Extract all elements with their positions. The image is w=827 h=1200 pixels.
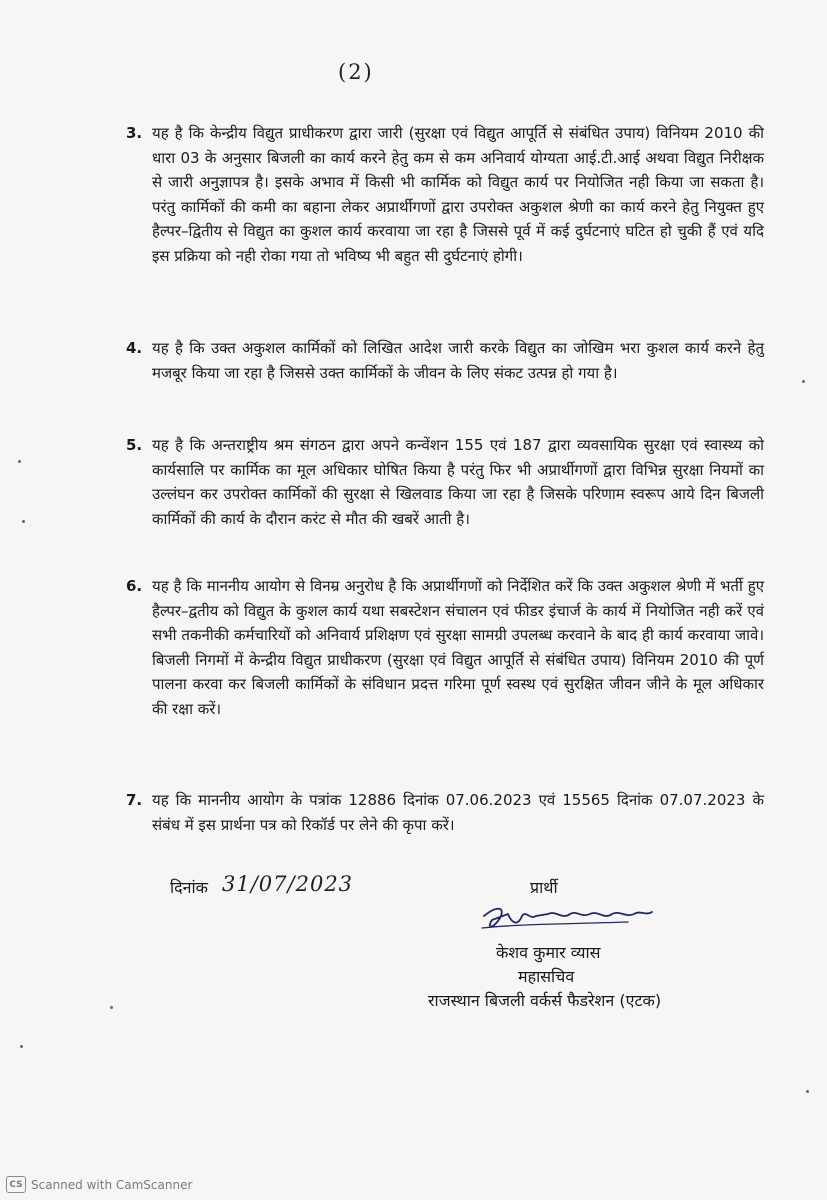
page-number: (2) xyxy=(338,60,374,84)
paragraph-text: यह है कि केन्द्रीय विद्युत प्राधीकरण द्वारा जारी (सुरक्षा एवं विद्युत आपूर्ति से संबंधित उपाय) विनियम 2010 की धारा 03 के अनुसार बिजली का कार्य करने हेतु कम से कम अनिवार्य योग्यता आई.टी.आई अथवा विद्युत निरीक्षक से जारी अनुज्ञापत्र है। इसके अभाव में किसी भी कार्मिक को विद्युत कार्य पर नियोजित नही किया जा सकता है। परंतु कार्मिकों की कमी का बहाना लेकर अप्रार्थीगणों द्वारा उपरोक्त अकुशल श्रेणी का कार्य करने हेतु नियुक्त हुए हैल्पर–द्वितीय से विद्युत का कुशल कार्य करवाया जा रहा है जिससे पूर्व में कई दुर्घटनाएं घटित हो चुकी हैं एवं यदि इस प्रक्रिया को नही रोका गया तो भविष्य भी बहुत सी दुर्घटनाएं होगी। xyxy=(152,124,764,265)
date-label: दिनांक xyxy=(170,878,208,897)
date-value: 31/07/2023 xyxy=(222,872,354,896)
handwritten-signature-icon xyxy=(478,902,668,938)
watermark-text: Scanned with CamScanner xyxy=(31,1177,193,1192)
paragraph-number: 3. xyxy=(126,124,143,142)
signatory-title: महासचिव xyxy=(518,967,575,986)
paragraph-text: यह है कि उक्त अकुशल कार्मिकों को लिखित आदेश जारी करके विद्युत का जोखिम भरा कुशल कार्य करने हेतु मजबूर किया जा रहा है जिससे उक्त कार्मिकों के जीवन के लिए संकट उत्पन्न हो गया है। xyxy=(152,339,764,382)
paragraph-number: 4. xyxy=(126,339,143,357)
signatory-name: केशव कुमार व्यास xyxy=(496,943,601,962)
paragraph-text: यह है कि माननीय आयोग से विनम्र अनुरोध है कि अप्रार्थीगणों को निर्देशित करें कि उक्त अकुशल श्रेणी में भर्ती हुए हैल्पर–द्वतीय को विद्युत के कुशल कार्य यथा सबस्टेशन संचालन एवं फीडर इंचार्ज के कार्य में नियोजित नही करें एवं सभी तकनीकी कर्मचारियों को अनिवार्य प्रशिक्षण एवं सुरक्षा सामग्री उपलब्ध करवाने के बाद ही कार्य करवाया जावे। बिजली निगमों में केन्द्रीय विद्युत प्राधीकरण (सुरक्षा एवं विद्युत आपूर्ति से संबंधित उपाय) विनियम 2010 की पूर्ण पालना करवा कर बिजली कार्मिकों के संविधान प्रदत्त गरिमा पूर्ण स्वस्थ एवं सुरक्षित जीवन जीने के मूल अधिकार की रक्षा करें। xyxy=(152,577,764,718)
paragraph-number: 6. xyxy=(126,577,143,595)
camscanner-watermark xyxy=(6,1176,192,1193)
camscanner-logo-icon: CS xyxy=(6,1176,26,1193)
paragraph-number: 7. xyxy=(126,791,143,809)
paragraph-number: 5. xyxy=(126,436,143,454)
paragraph-text: यह है कि अन्तराष्ट्रीय श्रम संगठन द्वारा अपने कन्वेंशन 155 एवं 187 द्वारा व्यवसायिक सुरक्षा एवं स्वास्थ्य को कार्यसालि पर कार्मिक का मूल अधिकार घोषित किया है परंतु फिर भी अप्रार्थीगणों द्वारा विभिन्न सुरक्षा नियमों का उल्लंघन कर उपरोक्त कार्मिकों की सुरक्षा से खिलवाड किया जा रहा है जिसके परिणाम स्वरूप आये दिन बिजली कार्मिकों की कार्य के दौरान करंट से मौत की खबरें आती है। xyxy=(152,436,764,528)
applicant-label: प्रार्थी xyxy=(530,878,558,897)
paragraph-text: यह कि माननीय आयोग के पत्रांक 12886 दिनांक 07.06.2023 एवं 15565 दिनांक 07.07.2023 के संबंध में इस प्रार्थना पत्र को रिकॉर्ड पर लेने की कृपा करें। xyxy=(152,791,764,834)
signatory-organization: राजस्थान बिजली वर्कर्स फैडरेशन (एटक) xyxy=(428,991,662,1010)
